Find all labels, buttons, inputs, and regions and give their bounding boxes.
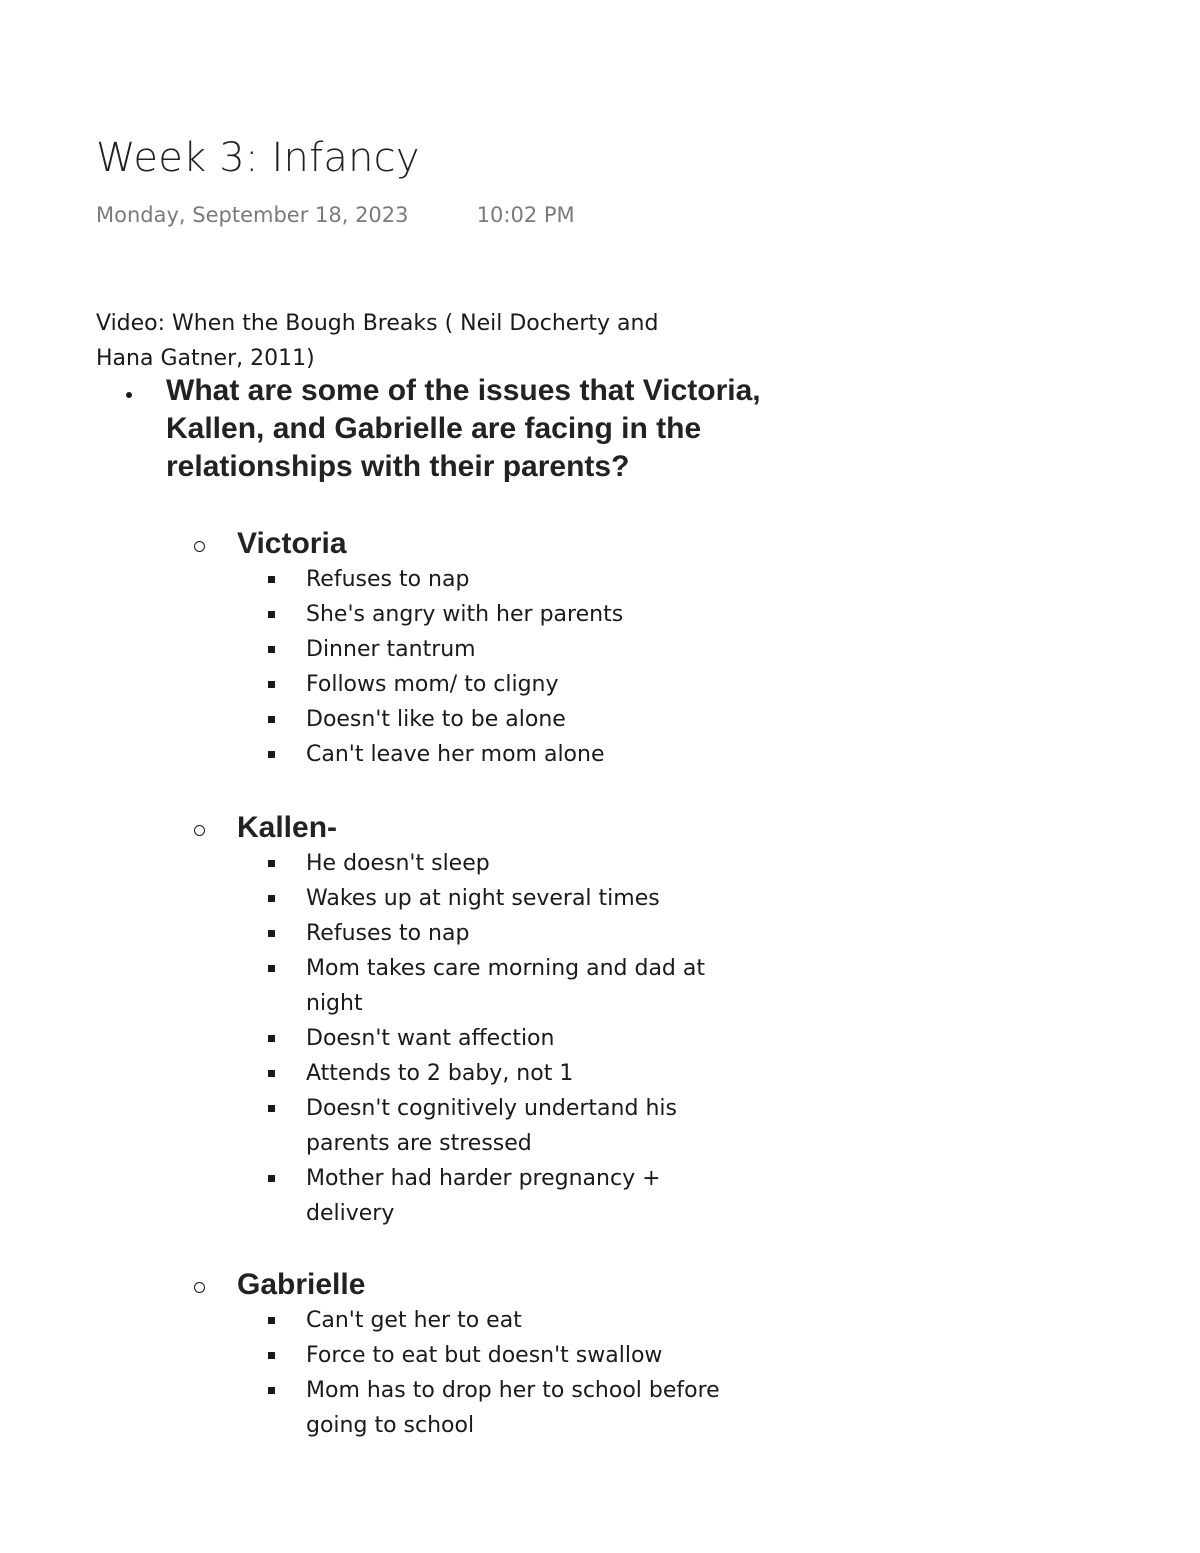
list-item: Doesn't cognitively undertand his parents are stressed <box>306 1091 746 1161</box>
list-item: She's angry with her parents <box>306 597 746 632</box>
note-timestamp <box>96 200 796 230</box>
square-bullet-icon <box>268 895 275 902</box>
square-bullet-icon <box>268 751 275 758</box>
list-item: Can't leave her mom alone <box>306 737 746 772</box>
circle-bullet-icon <box>194 1282 205 1293</box>
issue-list <box>96 1303 796 1443</box>
child-name: Victoria <box>237 527 347 560</box>
note-page <box>96 130 796 1438</box>
list-item: Refuses to nap <box>306 916 746 951</box>
video-reference: Video: When the Bough Breaks ( Neil Docherty and Hana Gatner, 2011) <box>96 311 659 371</box>
list-item: Dinner tantrum <box>306 632 746 667</box>
child-section-gabrielle <box>96 1267 796 1443</box>
square-bullet-icon <box>268 965 275 972</box>
question-text: What are some of the issues that Victoria, Kallen, and Gabrielle are facing in the relationships with their parents? <box>166 374 761 483</box>
square-bullet-icon <box>268 646 275 653</box>
square-bullet-icon <box>268 1070 275 1077</box>
issue-list <box>96 562 796 772</box>
list-item: Doesn't want affection <box>306 1021 746 1056</box>
square-bullet-icon <box>268 681 275 688</box>
list-item: Wakes up at night several times <box>306 881 746 916</box>
list-item: Force to eat but doesn't swallow <box>306 1338 746 1373</box>
square-bullet-icon <box>268 1387 275 1394</box>
square-bullet-icon <box>268 1105 275 1112</box>
note-date: Monday, September 18, 2023 <box>96 203 409 227</box>
question-item <box>96 372 796 486</box>
square-bullet-icon <box>268 860 275 867</box>
bullet-dot-icon <box>126 392 132 398</box>
page-title: Week 3: Infancy <box>96 135 420 181</box>
list-item: Mom takes care morning and dad at night <box>306 951 746 1021</box>
child-section-kallen <box>96 810 796 1231</box>
child-name: Gabrielle <box>237 1268 366 1301</box>
list-item: Doesn't like to be alone <box>306 702 746 737</box>
note-time: 10:02 PM <box>476 203 575 227</box>
square-bullet-icon <box>268 1352 275 1359</box>
square-bullet-icon <box>268 1317 275 1324</box>
child-section-victoria <box>96 526 796 772</box>
list-item: Can't get her to eat <box>306 1303 746 1338</box>
square-bullet-icon <box>268 1175 275 1182</box>
square-bullet-icon <box>268 611 275 618</box>
square-bullet-icon <box>268 930 275 937</box>
square-bullet-icon <box>268 716 275 723</box>
list-item: Refuses to nap <box>306 562 746 597</box>
square-bullet-icon <box>268 576 275 583</box>
circle-bullet-icon <box>194 825 205 836</box>
list-item: Follows mom/ to cligny <box>306 667 746 702</box>
issue-list <box>96 846 796 1231</box>
square-bullet-icon <box>268 1035 275 1042</box>
list-item: Mother had harder pregnancy + delivery <box>306 1161 746 1231</box>
circle-bullet-icon <box>194 541 205 552</box>
list-item: Mom has to drop her to school before going to school <box>306 1373 746 1443</box>
list-item: Attends to 2 baby, not 1 <box>306 1056 746 1091</box>
child-name: Kallen- <box>237 811 338 844</box>
list-item: He doesn't sleep <box>306 846 746 881</box>
